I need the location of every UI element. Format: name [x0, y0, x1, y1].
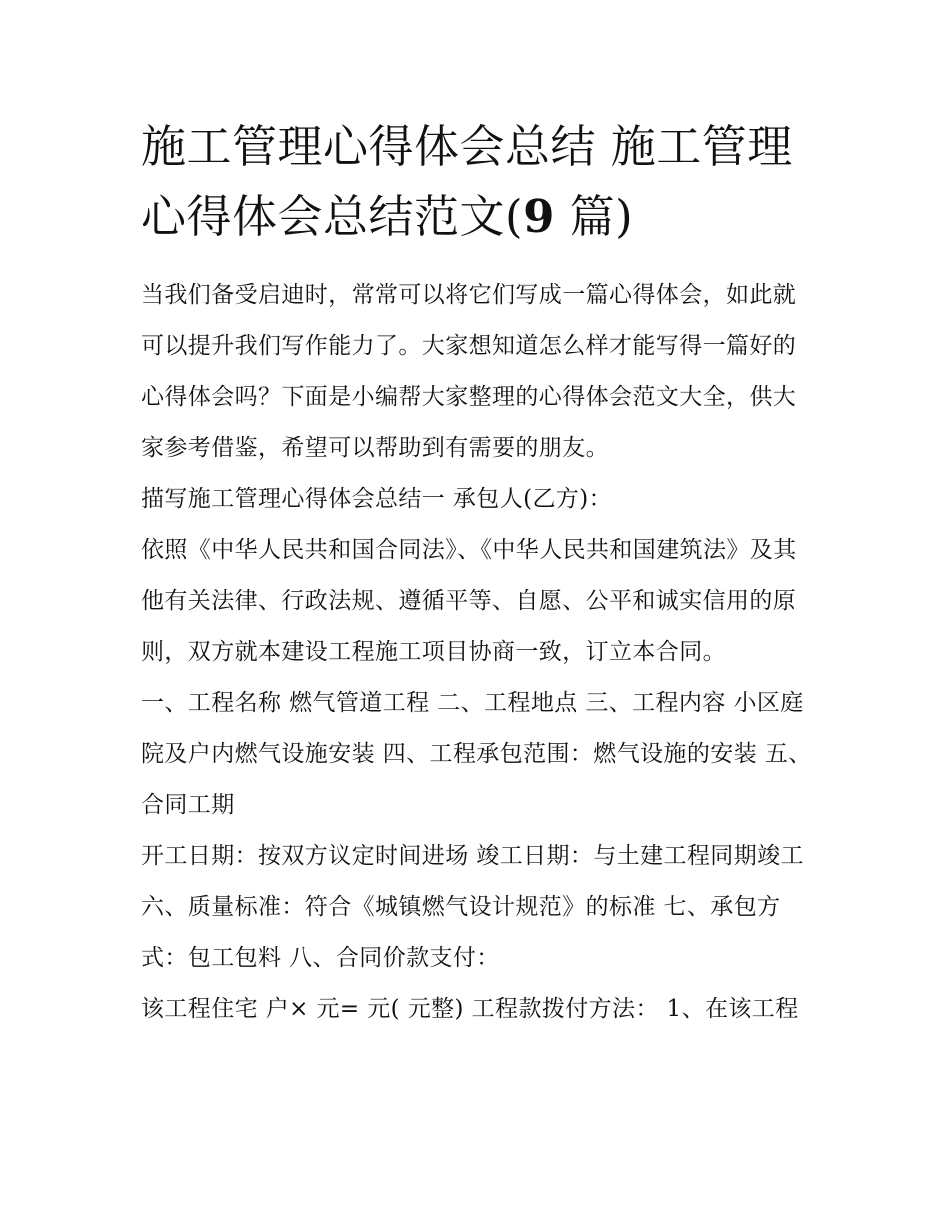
payment-paragraph: 该工程住宅 户× 元= 元( 元整) 工程款拨付方法： 1、在该工程: [141, 996, 799, 1022]
intro-paragraph: 当我们备受启迪时，常常可以将它们写成一篇心得体会，如此就可以提升我们写作能力了。大家想知道怎么样才能写得一篇好的心得体会吗？下面是小编帮大家整理的心得体会范文大全，供大家参考借鉴，希望可以帮助到有需要的朋友。: [141, 282, 797, 461]
legal-basis-paragraph: 依照《中华人民共和国合同法》、《中华人民共和国建筑法》及其他有关法律、行政法规、遵循平等、自愿、公平和诚实信用的原则，双方就本建设工程施工项目协商一致，订立本合同。: [141, 537, 797, 665]
section-heading-paragraph: 描写施工管理心得体会总结一 承包人(乙方)：: [141, 486, 613, 512]
schedule-quality-paragraph: 开工日期：按双方议定时间进场 竣工日期：与土建工程同期竣工 六、质量标准：符合《城镇燃气设计规范》的标准 七、承包方式：包工包料 八、合同价款支付：: [141, 843, 804, 971]
title-number: 9: [523, 190, 555, 243]
project-info-paragraph: 一、工程名称 燃气管道工程 二、工程地点 三、工程内容 小区庭院及户内燃气设施安装 四、工程承包范围：燃气设施的安装 五、合同工期: [141, 690, 812, 818]
document-title: [141, 112, 813, 252]
title-text-part1: 施工管理心得体会总结 施工管理心得体会总结范文(: [141, 120, 793, 243]
document-content: [141, 112, 813, 1035]
title-text-part2: 篇): [554, 190, 634, 243]
